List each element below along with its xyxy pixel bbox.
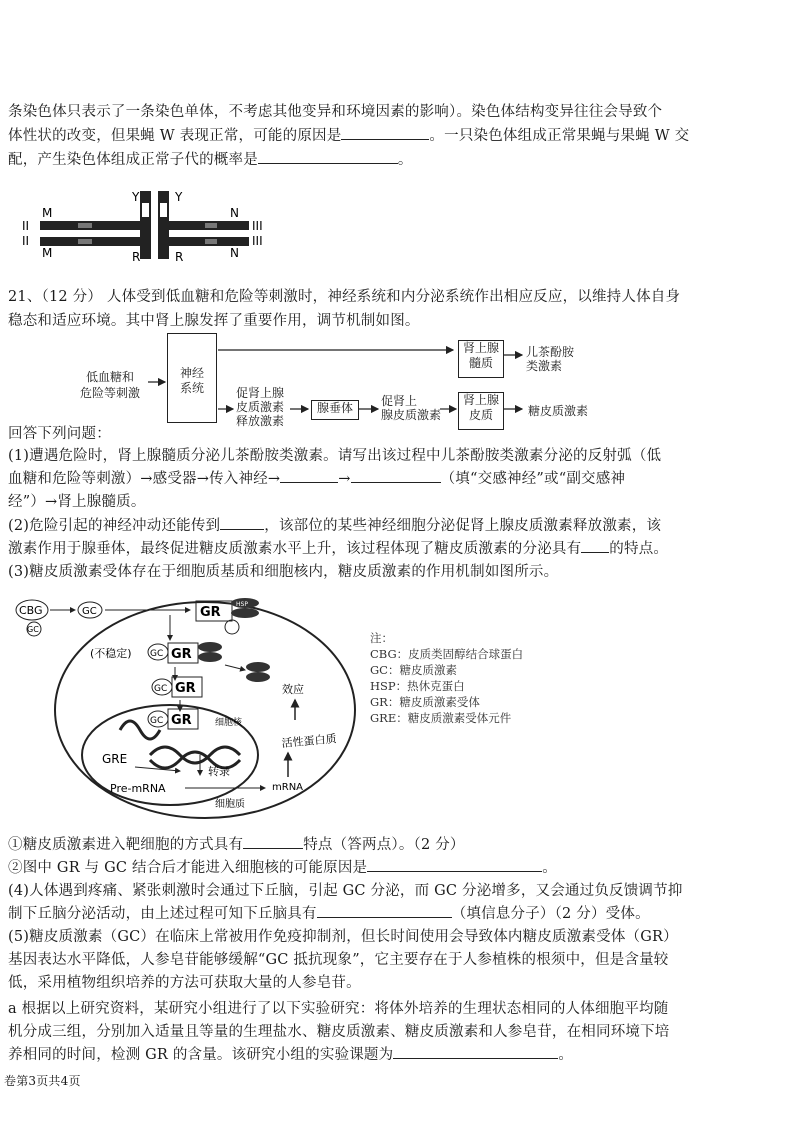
- hsp-circle: [225, 620, 239, 634]
- q5-line-2: 基因表达水平降低，人参皂苷能够缓解“GC 抵抗现象”，它主要存在于人参植株的根须中，但是含量较: [8, 952, 669, 968]
- label-r-left: R: [132, 250, 141, 264]
- top-line-1: 条染色体只表示了一条染色单体，不考虑其他变异和环境因素的影响）。染色体结构变异往往会导致个: [8, 104, 663, 120]
- chromosome-band: [78, 239, 92, 244]
- chromosome-band: [205, 239, 217, 244]
- q3-1: ①糖皮质激素进入靶细胞的方式具有 特点（答两点）。（2 分）: [8, 833, 465, 854]
- cbg-label: CBG: [19, 604, 43, 617]
- chromosome-band: [205, 223, 217, 228]
- catecholamine-label: 儿茶酚胺 类激素: [526, 345, 575, 373]
- qa-line-1: a 根据以上研究资料，某研究小组进行了以下实验研究：将体外培养的生理状态相同的人体细胞平均随: [8, 1001, 669, 1017]
- q5-line-1: (5)糖皮质激素（GC）在临床上常被用作免疫抑制剂，但长时间使用会导致体内糖皮质激素受体（GR）: [8, 929, 678, 945]
- stimulus-label-1: 低血糖和: [86, 370, 135, 384]
- chromosome-y-left: [140, 191, 151, 259]
- q4-line-2: 制下丘脑分泌活动，由上述过程可知下丘脑具有 （填信息分子）（2 分）受体。: [8, 902, 650, 923]
- label-iii-bottom: III: [252, 234, 263, 248]
- answer-blank[interactable]: [258, 149, 398, 164]
- adrenal-medulla-box: 肾上腺 髓质: [458, 340, 504, 378]
- chromosome-band: [160, 203, 167, 217]
- crh-label: 促肾上腺 皮质激素 释放激素: [236, 386, 285, 428]
- effect-label: 效应: [282, 683, 304, 696]
- label-m: M: [42, 206, 53, 220]
- answer-blank[interactable]: [280, 468, 338, 483]
- top-line-2: 体性状的改变，但果蝇 W 表现正常，可能的原因是 。一只染色体组成正常果蝇与果蝇 W 交: [8, 124, 689, 145]
- chromosome-band: [142, 203, 149, 217]
- answer-blank[interactable]: [351, 468, 441, 483]
- q2-line-1: (2)危险引起的神经冲动还能传到 ，该部位的某些神经细胞分泌促肾上腺皮质激素释放激素，该: [8, 514, 661, 535]
- nerve-system-box: 神经 系统: [167, 333, 217, 423]
- nucleus-label: 细胞核: [215, 718, 243, 728]
- cell-mechanism-diagram: [10, 585, 370, 825]
- protein-label: 活性蛋白质: [281, 732, 338, 750]
- hsp-released: [246, 662, 270, 672]
- chromosome-y-right: [158, 191, 169, 259]
- answer-blank[interactable]: [341, 125, 429, 140]
- answer-blank[interactable]: [367, 857, 542, 872]
- q21-intro-2: 稳态和适应环境。其中肾上腺发挥了重要作用，调节机制如图。: [8, 313, 420, 329]
- answer-blank[interactable]: [243, 834, 303, 849]
- label-n-bottom: N: [230, 246, 239, 260]
- page-footer: 卷第3页共4页: [4, 1074, 81, 1088]
- adrenal-cortex-box: 肾上腺 皮质: [458, 392, 504, 430]
- q5-line-3: 低，采用植物组织培养的方法可获取大量的人参皂苷。: [8, 975, 361, 991]
- diagram-notes: 注： CBG：皮质类固醇结合球蛋白 GC：糖皮质激素 HSP：热休克蛋白 GR：糖皮质激素受体 GRE：糖皮质激素受体元件: [370, 631, 524, 725]
- answer-blank[interactable]: [317, 903, 452, 918]
- label-ii-bottom: II: [22, 234, 30, 248]
- gc-complex-label: GC: [154, 684, 168, 694]
- q21-intro-1: 21、（12 分） 人体受到低血糖和危险等刺激时，神经系统和内分泌系统作出相应反应，以维持人体自身: [8, 289, 681, 305]
- qa-line-3: 养相同的时间，检测 GR 的含量。该研究小组的实验课题为 。: [8, 1043, 573, 1064]
- cytoplasm-label: 细胞质: [215, 799, 245, 810]
- q1-line-3: 经”）→肾上腺髓质。: [8, 494, 146, 510]
- gc-nuclear-label: GC: [150, 716, 164, 726]
- chromosome-figure: [20, 185, 280, 265]
- glucocorticoid-label: 糖皮质激素: [528, 404, 589, 418]
- label-n: N: [230, 206, 239, 220]
- answer-blank[interactable]: [220, 515, 264, 530]
- hsp-label: HSP: [236, 601, 248, 608]
- gr-label-low: GR: [175, 681, 196, 696]
- unstable-label: (不稳定): [90, 647, 132, 660]
- gr-label-nucleus: GR: [171, 713, 192, 728]
- label-ii-top: II: [22, 219, 30, 233]
- gc-bound-label: GC: [150, 649, 164, 659]
- hsp-shape: [198, 642, 222, 652]
- label-m-bottom: M: [42, 246, 53, 260]
- label-y-right: Y: [175, 190, 183, 204]
- q1-line-1: (1)遭遇危险时，肾上腺髓质分泌儿茶酚胺类激素。请写出该过程中儿茶酚胺类激素分泌的反射弧（低: [8, 448, 662, 464]
- q1-line-2: 血糖和危险等刺激）→感受器→传入神经→ → （填“交感神经”或“副交感神: [8, 467, 625, 488]
- q2-line-2: 激素作用于腺垂体，最终促进糖皮质激素水平上升，该过程体现了糖皮质激素的分泌具有 的特点。: [8, 537, 668, 558]
- q4-line-1: (4)人体遇到疼痛、紧张刺激时会通过下丘脑，引起 GC 分泌，而 GC 分泌增多，又会通过负反馈调节抑: [8, 883, 683, 899]
- q3-2: ②图中 GR 与 GC 结合后才能进入细胞核的可能原因是 。: [8, 856, 557, 877]
- gr-label-mid: GR: [171, 647, 192, 662]
- hsp-shape: [198, 652, 222, 662]
- gc-on-cbg: GC: [27, 625, 39, 634]
- top-line-3: 配，产生染色体组成正常子代的概率是 。: [8, 148, 413, 169]
- q3-intro: (3)糖皮质激素受体存在于细胞质基质和细胞核内，糖皮质激素的作用机制如图所示。: [8, 564, 559, 580]
- stimulus-label-2: 危险等刺激: [80, 386, 141, 400]
- pituitary-box: 腺垂体: [311, 400, 359, 420]
- hsp-shape: [231, 608, 259, 618]
- mrna-label: mRNA: [272, 782, 304, 793]
- answer-blank[interactable]: [393, 1044, 558, 1059]
- label-r-right: R: [175, 250, 184, 264]
- free-gc-label: GC: [82, 606, 97, 617]
- pre-mrna-label: Pre-mRNA: [110, 782, 166, 795]
- gre-label: GRE: [102, 752, 128, 766]
- acth-label: 促肾上 腺皮质激素: [381, 394, 442, 422]
- label-iii-top: III: [252, 219, 263, 233]
- dna-helix: [150, 747, 240, 763]
- transcribe-label: 转录: [208, 765, 230, 778]
- hsp-released: [246, 672, 270, 682]
- gr-label-top: GR: [200, 605, 221, 620]
- chromosome-band: [78, 223, 92, 228]
- label-y-left: Y: [132, 190, 140, 204]
- answer-intro: 回答下列问题：: [8, 426, 111, 442]
- qa-line-2: 机分成三组，分别加入适量且等量的生理盐水、糖皮质激素、糖皮质激素和人参皂苷，在相同环境下培: [8, 1024, 670, 1040]
- answer-blank[interactable]: [581, 538, 609, 553]
